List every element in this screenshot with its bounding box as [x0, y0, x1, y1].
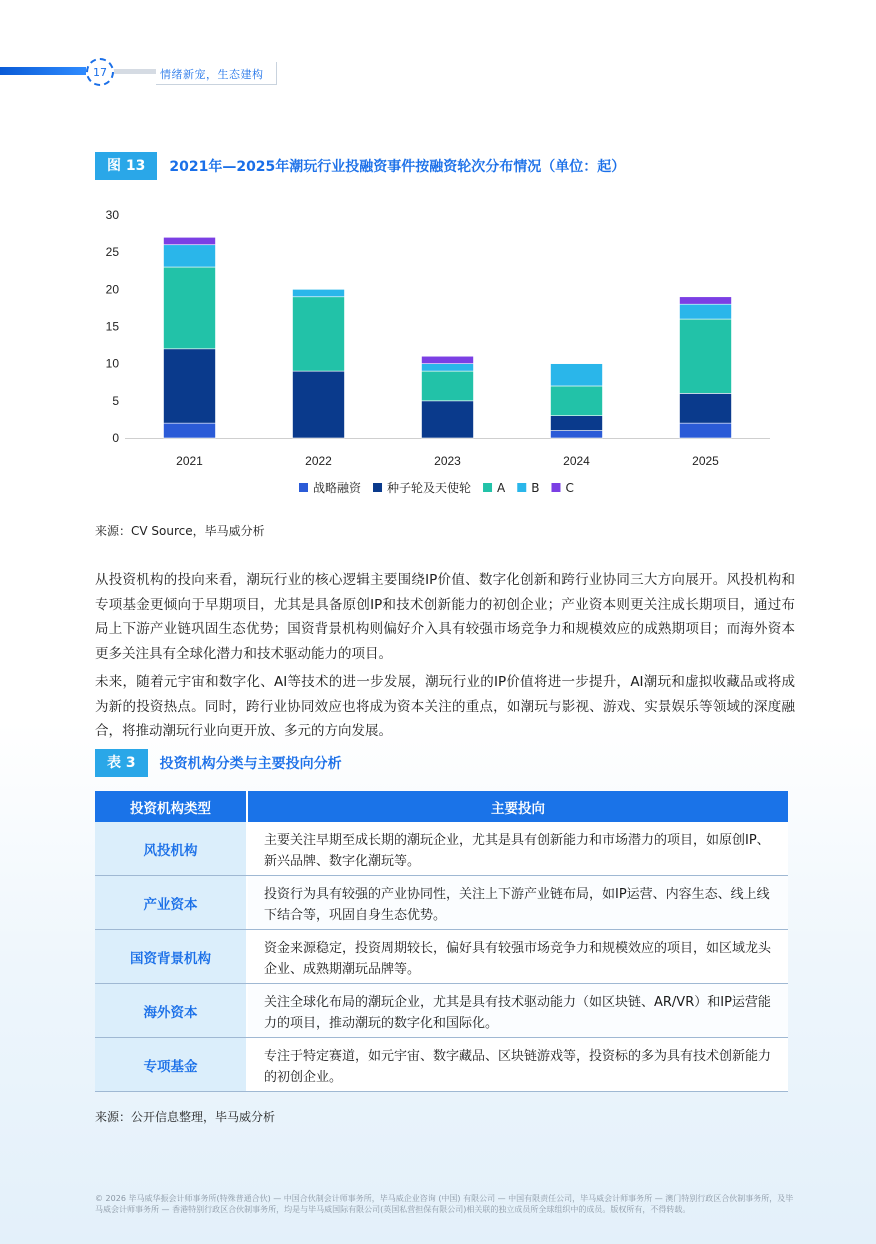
figure-caption: 2021年—2025年潮玩行业投融资事件按融资轮次分布情况（单位：起）	[169, 159, 626, 175]
header-accent-bar	[0, 67, 86, 75]
figure-title	[95, 152, 625, 180]
investor-table	[95, 791, 788, 1092]
table-row	[95, 930, 788, 984]
header-accent-bar-grey	[112, 69, 156, 74]
table-row	[95, 984, 788, 1038]
body-paragraph-1: 从投资机构的投向来看，潮玩行业的核心逻辑主要围绕IP价值、数字化创新和跨行业协同三大方向展开。风投机构和专项基金更倾向于早期项目，尤其是具备原创IP和技术创新能力的初创企业；产业资本则更关注成长期项目，通过布局上下游产业链巩固生态优势；国资背景机构则偏好介入具有较强市场竞争力和规模效应的成熟期项目；而海外资本更多关注具有全球化潜力和技术驱动能力的项目。	[95, 572, 795, 662]
y-tick-label: 30	[105, 208, 119, 222]
table-cell-focus: 主要关注早期至成长期的潮玩企业，尤其是具有创新能力和市场潜力的项目，如原创IP、新兴品牌、数字化潮玩等。	[248, 822, 788, 875]
bar-segment-2025	[680, 297, 732, 304]
section-title: 情绪新宠，生态建构	[160, 68, 264, 81]
table-source: 来源：公开信息整理，毕马威分析	[95, 1110, 276, 1124]
table-row	[95, 1038, 788, 1092]
bar-segment-2022	[293, 297, 345, 371]
bar-segment-2023	[422, 364, 474, 371]
figure-tag: 图 13	[95, 152, 157, 180]
bar-segment-2021	[164, 245, 216, 267]
legend-label: 种子轮及天使轮	[387, 481, 472, 495]
legend-label: B	[531, 481, 540, 495]
legend-swatch	[373, 483, 382, 492]
bar-segment-2024	[551, 431, 603, 438]
legend-swatch	[299, 483, 308, 492]
table-title	[95, 749, 342, 777]
y-tick-label: 0	[112, 431, 119, 445]
x-tick-label: 2025	[692, 454, 719, 468]
bar-segment-2024	[551, 364, 603, 386]
x-tick-label: 2023	[434, 454, 461, 468]
legend-swatch	[551, 483, 560, 492]
table-cell-type: 专项基金	[95, 1038, 248, 1091]
legend-swatch	[483, 483, 492, 492]
table-row	[95, 822, 788, 876]
bar-segment-2021	[164, 267, 216, 349]
body-paragraph-2: 未来，随着元宇宙和数字化、AI等技术的进一步发展，潮玩行业的IP价值将进一步提升，AI潮玩和虚拟收藏品或将成为新的投资热点。同时，跨行业协同效应也将成为资本关注的重点，如潮玩与影视、游戏、实景娱乐等领域的深度融合，将推动潮玩行业向更开放、多元的方向发展。	[95, 674, 795, 739]
table-cell-type: 国资背景机构	[95, 930, 248, 983]
x-tick-label: 2021	[176, 454, 203, 468]
bar-segment-2024	[551, 386, 603, 416]
y-tick-label: 5	[112, 393, 119, 408]
legend-swatch	[517, 483, 526, 492]
table-tag: 表 3	[95, 749, 148, 777]
legend-label: C	[565, 481, 574, 495]
bar-segment-2023	[422, 356, 474, 363]
y-tick-label: 15	[105, 319, 119, 334]
table-header-type: 投资机构类型	[95, 791, 248, 822]
y-tick-label: 20	[105, 282, 119, 297]
table-cell-type: 产业资本	[95, 876, 248, 929]
legend-label: 战略融资	[313, 481, 362, 495]
header-divider	[276, 62, 277, 85]
bar-segment-2021	[164, 349, 216, 423]
bar-segment-2022	[293, 371, 345, 438]
bar-segment-2023	[422, 371, 474, 401]
table-row	[95, 876, 788, 930]
bar-segment-2021	[164, 423, 216, 438]
page-number-badge: 17	[86, 58, 114, 86]
y-tick-label: 25	[105, 245, 119, 260]
figure-source: 来源：CV Source，毕马威分析	[95, 524, 265, 538]
bar-segment-2025	[680, 304, 732, 319]
x-tick-label: 2022	[305, 454, 332, 468]
table-cell-type: 海外资本	[95, 984, 248, 1037]
table-cell-focus: 投资行为具有较强的产业协同性，关注上下游产业链布局，如IP运营、内容生态、线上线下结合等，巩固自身生态优势。	[248, 876, 788, 929]
stacked-bar-chart	[95, 200, 795, 510]
table-cell-focus: 关注全球化布局的潮玩企业，尤其是具有技术驱动能力（如区块链、AR/VR）和IP运营能力的项目，推动潮玩的数字化和国际化。	[248, 984, 788, 1037]
table-header-row	[95, 791, 788, 822]
footer-copyright: © 2026 毕马威华振会计师事务所(特殊普通合伙) — 中国合伙制会计师事务所，毕马威企业咨询 (中国) 有限公司 — 中国有限责任公司，毕马威会计师事务所 — 澳门特别行政区合伙制事务所，及毕马威会计师事务所 — 香港特别行政区合伙制事务所，均是与毕马威国际有限公司(英国私营担保有限公司)相关联的独立成员所全球组织中的成员。版权所有，不得转载。	[95, 1194, 794, 1214]
bar-segment-2021	[164, 237, 216, 244]
bar-segment-2025	[680, 423, 732, 438]
bar-segment-2025	[680, 393, 732, 423]
table-caption: 投资机构分类与主要投向分析	[159, 756, 342, 772]
table-cell-type: 风投机构	[95, 822, 248, 875]
bar-segment-2022	[293, 289, 345, 296]
x-tick-label: 2024	[563, 454, 590, 468]
bar-segment-2024	[551, 416, 603, 431]
bar-segment-2025	[680, 319, 732, 393]
table-header-focus: 主要投向	[491, 800, 545, 817]
y-tick-label: 10	[105, 356, 119, 371]
header-underline	[156, 84, 276, 85]
bar-segment-2023	[422, 401, 474, 438]
table-cell-focus: 专注于特定赛道，如元宇宙、数字藏品、区块链游戏等，投资标的多为具有技术创新能力的初创企业。	[248, 1038, 788, 1091]
legend-label: A	[497, 481, 506, 495]
table-cell-focus: 资金来源稳定，投资周期较长，偏好具有较强市场竞争力和规模效应的项目，如区域龙头企业、成熟期潮玩品牌等。	[248, 930, 788, 983]
